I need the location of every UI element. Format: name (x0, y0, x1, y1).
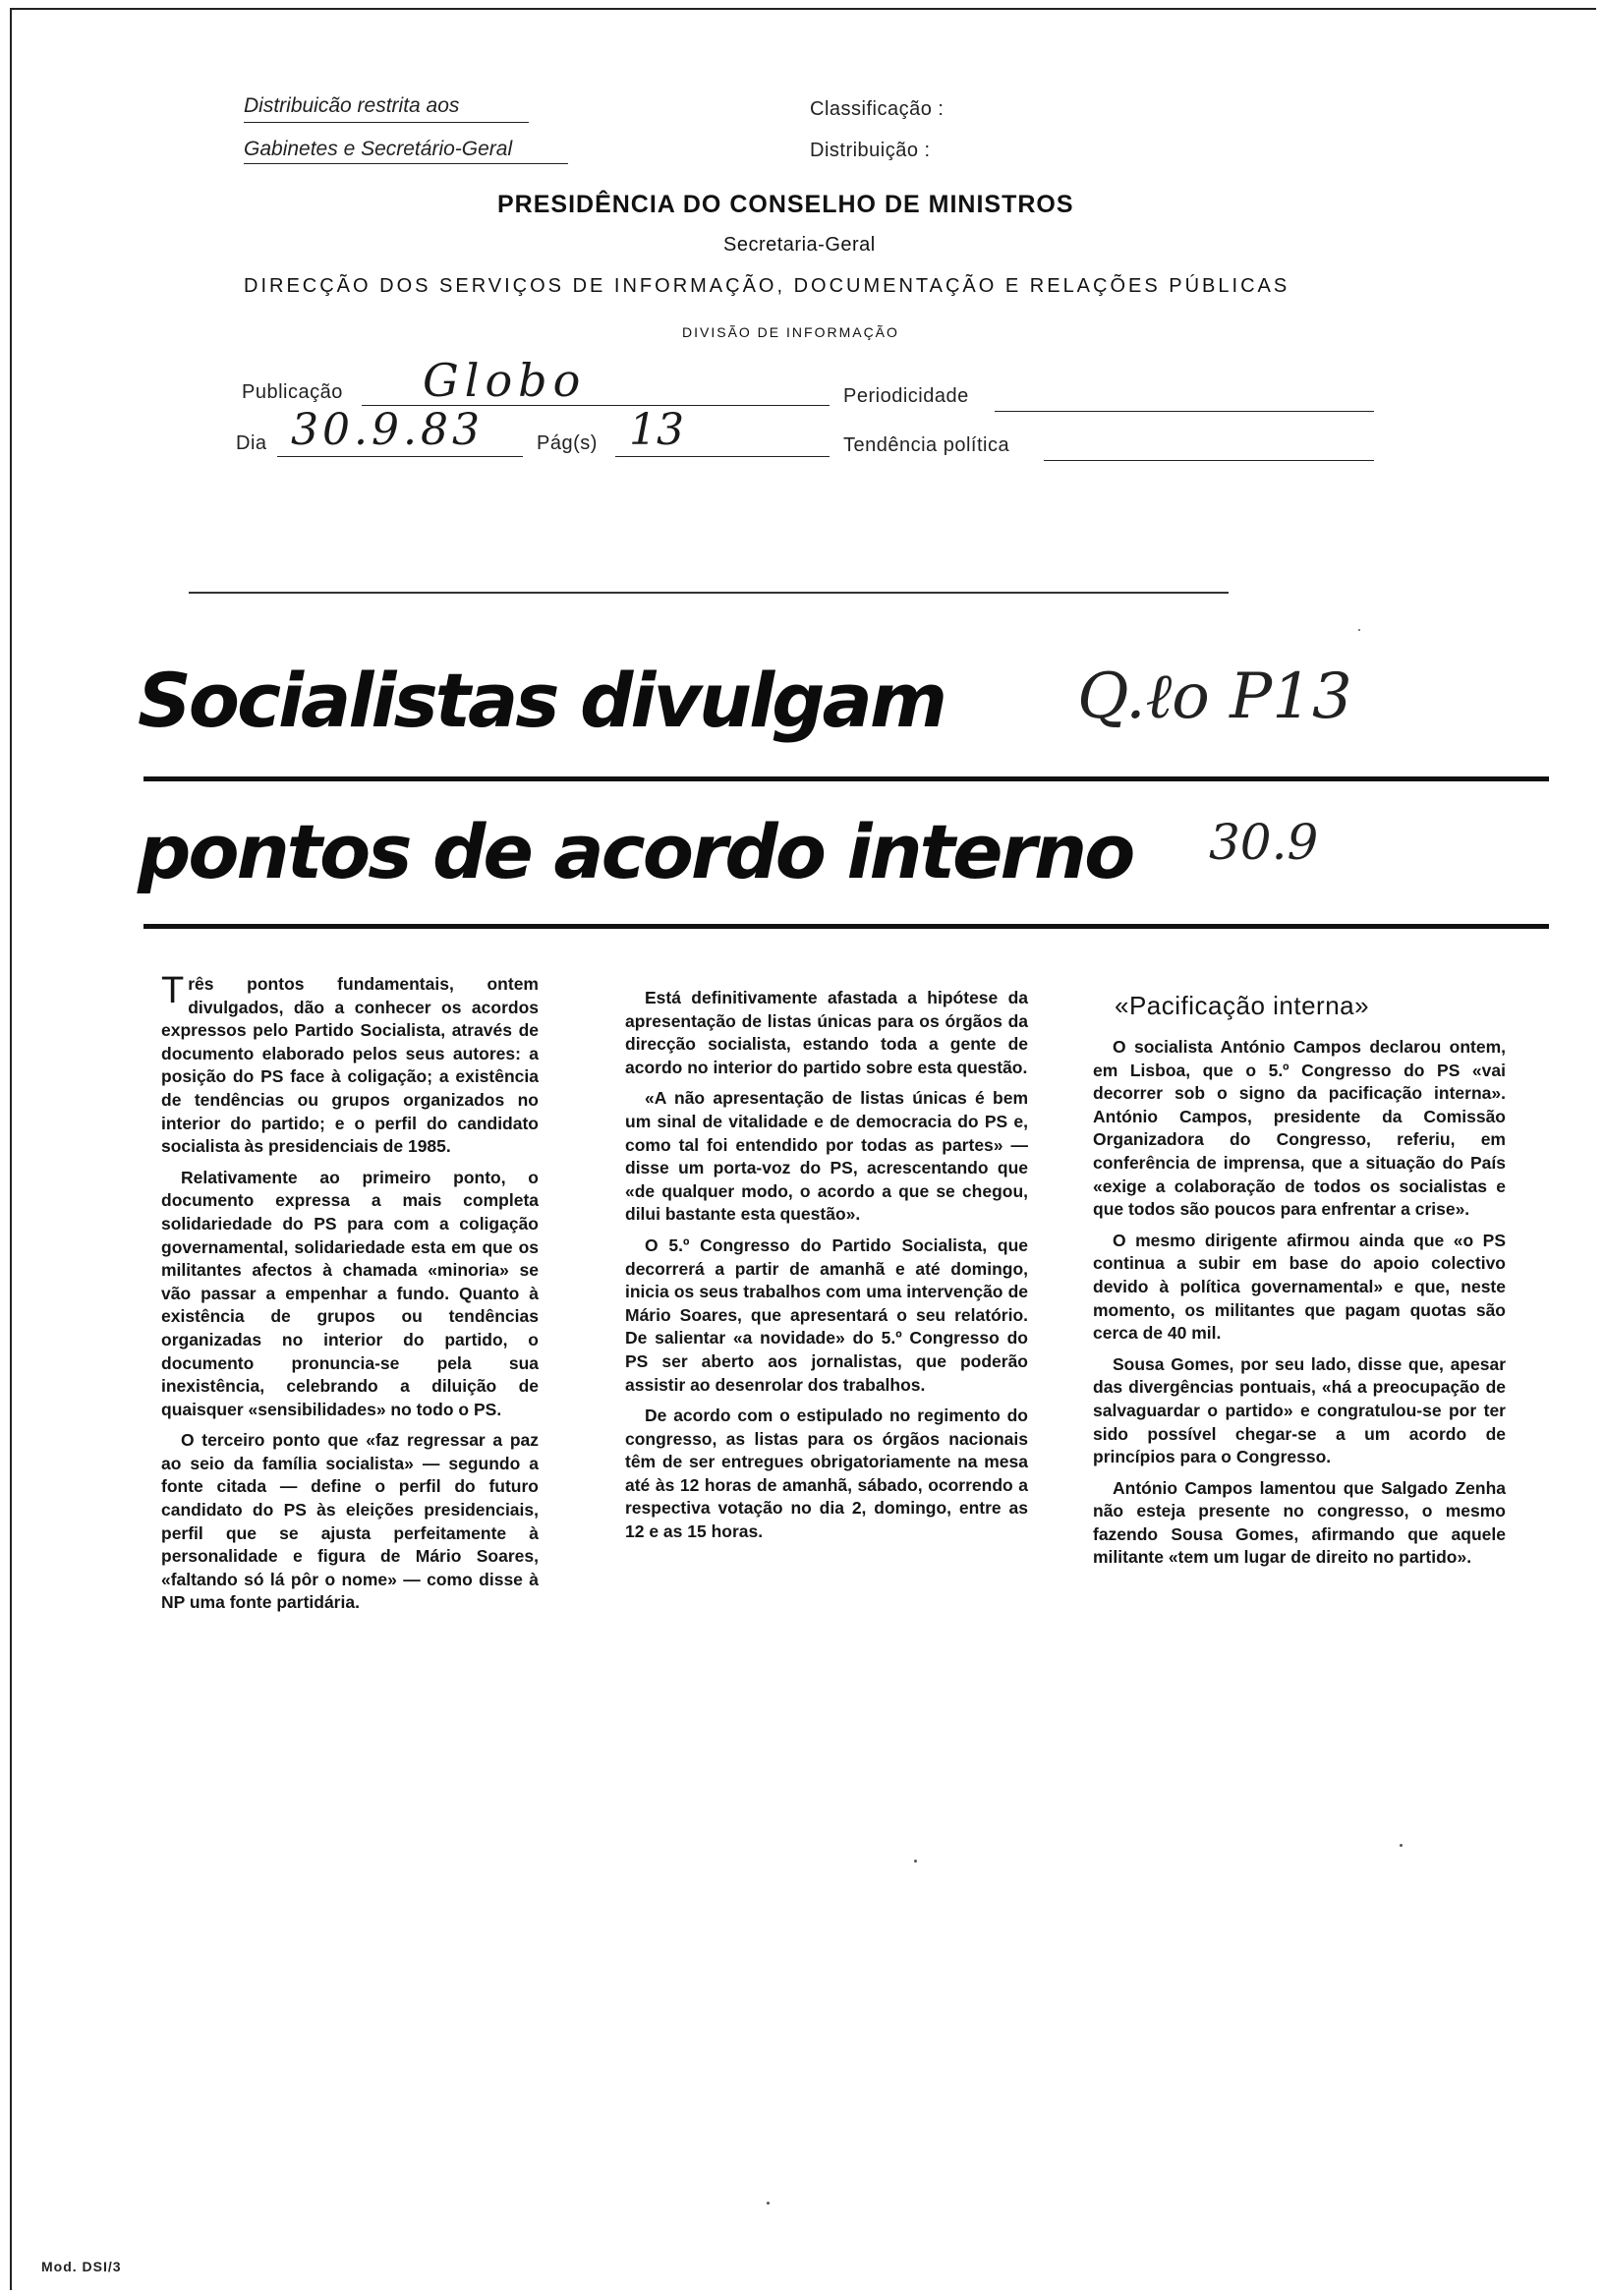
column-3-subheading: «Pacificação interna» (1115, 991, 1370, 1020)
form-code: Mod. DSI/3 (41, 2259, 122, 2274)
section-divider (189, 592, 1229, 594)
day-label: Dia (236, 432, 267, 454)
col2-paragraph: Está definitivamente afastada a hipótese da apresentação de listas únicas para os órgãos da direcção socialista, estando toda a gente de acordo no interior do partido sobre esta questão. (625, 988, 1028, 1077)
headline-line-2: pontos de acordo interno (138, 808, 1133, 895)
restricted-distribution-line-1 (244, 94, 459, 118)
article-column-3 (1093, 1036, 1506, 1578)
restricted-line-2-text: Gabinetes e Secretário-Geral (244, 138, 513, 160)
restricted-underline-2 (244, 163, 568, 164)
col2-paragraph: O 5.º Congresso do Partido Socialista, que decorrerá a partir de amanhã e até domingo, inicia os seus trabalhos com uma intervenção de Mário Soares, que apresentará o seu relatório. De salientar «a novidade» do 5.º Congresso do PS ser aberto aos jornalistas, que poderão assistir ao desenrolar dos trabalhos. (625, 1234, 1028, 1395)
periodicity-label: Periodicidade (843, 385, 969, 407)
restricted-distribution-line-2 (244, 138, 512, 161)
col1-paragraph: Relativamente ao primeiro ponto, o documento expressa a mais completa solidariedade do PS para com a coligação governamental, solidariedade esta em que os militantes afectos à chamada «minoria» se vão passar a empenhar a fundo. Quanto à existência de grupos ou tendências organizadas no interior do partido, o documento pronuncia-se pela sua inexistência, celebrando a diluição de quaisquer «sensibilidades» no todo o PS. (161, 1167, 539, 1419)
pages-fill-line (615, 456, 830, 457)
pages-handwritten-value: 13 (629, 405, 684, 455)
headline-line-1: Socialistas divulgam (138, 657, 945, 744)
col3-paragraph: Sousa Gomes, por seu lado, disse que, apesar das divergências pontuais, «há a preocupação de salvaguardar o partido» e congratulou-se por ter sido possível chegar-se a um acordo de princípios para o Congresso. (1093, 1353, 1506, 1467)
handwritten-date-mark: 30.9 (1209, 814, 1319, 871)
restricted-line-1-text: Distribuicão restrita aos (244, 94, 460, 117)
col2-paragraph: «A não apresentação de listas únicas é bem um sinal de vitalidade e de democracia do PS e, como tal foi entendido por todas as partes» — disse um porta-voz do PS, acrescentando que «de qualquer modo, o acordo a que se chegou, dilui bastante esta questão». (625, 1088, 1028, 1225)
article-column-1 (161, 970, 539, 1623)
classification-label: Classificação : (810, 98, 945, 120)
article-column-2 (625, 987, 1028, 1552)
org-title: PRESIDÊNCIA DO CONSELHO DE MINISTROS (497, 191, 1074, 218)
distribution-label: Distribuição : (810, 140, 931, 161)
col2-paragraph: De acordo com o estipulado no regimento do congresso, as listas para os órgãos nacionais têm de ser entregues obrigatoriamente na mesa até às 12 horas de amanhã, sábado, ocorrendo a respectiva votação no dia 2, domingo, entre as 12 e as 15 horas. (625, 1406, 1028, 1542)
scan-speck (1400, 1844, 1403, 1847)
periodicity-fill-line (995, 411, 1374, 412)
col3-paragraph: António Campos lamentou que Salgado Zenha não esteja presente no congresso, o mesmo fazendo Sousa Gomes, afirmando que aquele militante «tem um lugar de direito no partido». (1093, 1477, 1506, 1568)
tendency-fill-line (1044, 460, 1374, 461)
handwritten-annotation: Q.ℓo P13 (1077, 660, 1352, 733)
pages-label: Pág(s) (537, 432, 598, 454)
col3-paragraph: O socialista António Campos declarou ontem, em Lisboa, que o 5.º Congresso do PS «vai decorrer sob o signo da pacificação interna». António Campos, presidente da Comissão Organizadora do Congresso, referiu, em conferência de imprensa, que a situação do País «exige a colaboração de todos os socialistas e que todos são poucos para enfrentar a crise». (1093, 1037, 1506, 1220)
col1-paragraph: Três pontos fundamentais, ontem divulgados, dão a conhecer os acordos expressos pelo Partido Socialista, através de documento elaborado pelos seus autores: a posição do PS face à coligação; a existência de tendências ou grupos organizados no interior do partido; e o perfil do candidato socialista às presidenciais de 1985. (161, 970, 539, 1157)
day-fill-line (277, 456, 523, 457)
publication-label: Publicação (242, 381, 343, 403)
headline-rule-2 (143, 924, 1549, 929)
tendency-label: Tendência política (843, 434, 1010, 456)
scan-speck (767, 2202, 770, 2205)
headline-rule-1 (143, 776, 1549, 781)
col1-paragraph: O terceiro ponto que «faz regressar a paz ao seio da família socialista» — segundo a fonte citada — define o perfil do futuro candidato do PS às eleições presidenciais, perfil que se ajusta perfeitamente à personalidade e figura de Mário Soares, «faltando só lá pôr o nome» — como disse à NP uma fonte partidária. (161, 1430, 539, 1613)
scan-speck (1358, 629, 1360, 631)
org-subtitle: Secretaria-Geral (723, 234, 876, 256)
org-department: DIRECÇÃO DOS SERVIÇOS DE INFORMAÇÃO, DOCUMENTAÇÃO E RELAÇÕES PÚBLICAS (244, 275, 1290, 297)
publication-handwritten-value: Globo (423, 354, 587, 407)
scan-speck (914, 1860, 917, 1863)
col3-paragraph: O mesmo dirigente afirmou ainda que «o PS continua a subir em base do apoio colectivo devido à política governamental» e que, neste momento, os militantes que pagam quotas são cerca de 40 mil. (1093, 1230, 1506, 1344)
restricted-underline-1 (244, 122, 529, 123)
org-division: DIVISÃO DE INFORMAÇÃO (682, 324, 899, 340)
day-handwritten-value: 30.9.83 (291, 405, 484, 455)
